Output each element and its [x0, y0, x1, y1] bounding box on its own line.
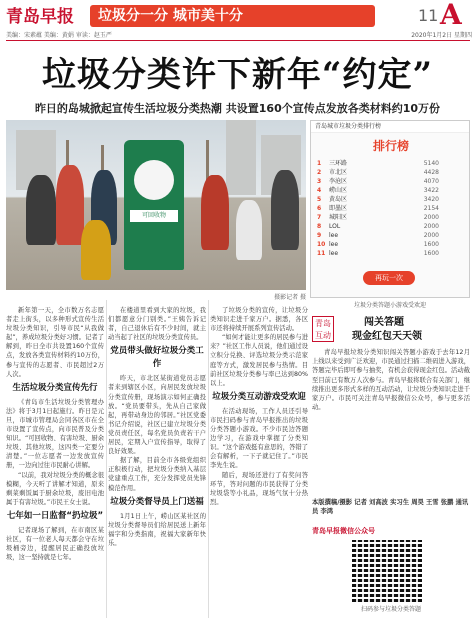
rank-val: 2000	[423, 223, 439, 230]
dateline: 2020年1月2日 星期四	[411, 32, 472, 39]
section-heading: 七年如一日监督“扔垃圾”	[6, 510, 104, 521]
rank-num: 1	[317, 160, 322, 167]
rank-row	[317, 177, 463, 186]
paragraph: 随后，现场还进行了有奖问答环节，答对问题的市民获得了分类垃圾袋等小礼品，现场气氛十分热烈。	[210, 471, 308, 506]
rank-name: 市北区	[329, 169, 348, 176]
mascot-face	[134, 160, 174, 200]
paragraph: 在楼道里看到大家的垃圾，我们都愿意分门别类。”王姨告诉记者，自己退休后有不少时间，就主动当起了社区的垃圾分类宣传员。	[108, 307, 206, 342]
rank-val: 5140	[423, 160, 439, 167]
building-shape	[226, 120, 256, 195]
replay-button[interactable]: 再玩一次	[363, 271, 415, 285]
rank-num: 9	[317, 232, 322, 239]
newspaper-logo: 青岛早报	[6, 7, 74, 27]
rank-row	[317, 249, 463, 258]
person-shape	[201, 175, 229, 250]
rank-row	[317, 204, 463, 213]
game-header: 青岛城市垃圾分类排行榜	[311, 121, 469, 133]
rank-name: 城阳区	[329, 214, 348, 221]
rank-val: 3420	[423, 196, 439, 203]
section-banner: 垃圾分一分 城市美十分	[90, 5, 375, 27]
paragraph: 在活动现场，工作人员还引导市民扫码参与青岛早报推出的垃圾分类答题小游戏。不少市民边答题边学习，在游戏中掌握了分类知识。“这个游戏挺有意思的，答错了会有解析，一下子就记住了。”市民李先生说。	[210, 407, 308, 470]
bin-label: 可回收物	[130, 210, 178, 222]
person-shape	[271, 170, 299, 250]
rank-name: 崂山区	[329, 187, 348, 194]
rank-val: 3422	[423, 187, 439, 194]
section-heading: 生活垃圾分类宣传先行	[12, 382, 98, 393]
rank-name: lee	[329, 250, 339, 257]
rank-num: 10	[317, 241, 326, 248]
rank-val: 4070	[423, 178, 439, 185]
rank-row	[317, 231, 463, 240]
qr-caption: 扫码参与垃圾分类答题	[360, 606, 421, 613]
rank-val: 1600	[423, 250, 439, 257]
rank-name: 三环路	[329, 160, 348, 167]
page-letter: A	[440, 0, 462, 31]
rank-name: 李沧区	[329, 178, 348, 185]
rank-row	[317, 186, 463, 195]
column-divider	[208, 300, 209, 618]
editors-line: 美编：宋素蕴 美编：黄娟 审读：赵玉严	[6, 32, 112, 39]
rank-name: 即墨区	[329, 205, 348, 212]
rank-name: 黄岛区	[329, 196, 348, 203]
paragraph: 了垃圾分类的宣传，让垃圾分类知识走进千家万户。据悉，各区市还将持续开展系列宣传活动。	[210, 307, 308, 333]
article-column-3	[210, 306, 308, 618]
section-heading: 垃圾分类互动游戏受欢迎	[212, 391, 306, 402]
section-heading: 党员带头做好垃圾分类工作	[110, 346, 204, 370]
rank-num: 4	[317, 187, 322, 194]
paragraph: 新年第一天，全市数万名志愿者走上街头，以多种形式宣传生活垃圾分类知识，引导市民“从我做起”，养成垃圾分类好习惯。记者了解到，昨日全市共设置160个宣传点，发放各类宣传材料约10万份，参与宣传的志愿者、市民超过2万人次。	[6, 307, 104, 378]
lead-photo	[6, 120, 306, 290]
sidebar-subtitle: 现金红包天天领	[352, 331, 422, 342]
rank-name: lee	[329, 241, 339, 248]
article-column-1	[6, 306, 104, 618]
person-shape	[26, 175, 56, 245]
section-heading: 垃圾分类督导员上门送福	[110, 496, 204, 507]
rank-num: 11	[317, 250, 326, 257]
page-number: 11	[418, 6, 439, 25]
game-caption: 垃圾分类答题小游戏受欢迎	[353, 302, 426, 309]
rank-num: 6	[317, 205, 322, 212]
rank-num: 5	[317, 196, 322, 203]
person-shape	[56, 165, 84, 245]
paragraph: 1月1日上午，崂山区某社区的垃圾分类督导员们给居民送上新年福字和分类指南，祝福大家新年快乐。	[108, 512, 206, 547]
rank-val: 2154	[423, 205, 439, 212]
rank-val: 2000	[423, 232, 439, 239]
article-column-2	[108, 306, 206, 618]
qr-block	[312, 526, 470, 616]
rank-num: 8	[317, 223, 322, 230]
rank-row	[317, 168, 463, 177]
qr-pattern	[352, 540, 422, 602]
column-divider	[106, 300, 107, 618]
paragraph: 据了解，目前全市各级党组织正积极行动，把垃圾分类纳入基层党建重点工作，充分发挥党员先锋模范作用。	[108, 457, 206, 492]
rank-title: 排行榜	[372, 139, 409, 153]
subheadline: 昨日的岛城掀起宣传生活垃圾分类热潮 共设置160个宣传点发放各类材料约10万份	[34, 102, 441, 115]
headline: 垃圾分类许下新年“约定”	[41, 55, 434, 95]
sidebar-credit: 本版撰稿/摄影 记者 刘高波 实习生 周昊 王雪 张鹏 通讯员 李鸿	[312, 499, 469, 515]
rank-num: 3	[317, 178, 322, 185]
paragraph: 记者现场了解到，在市南区某社区，有一位老人每天都会守在垃圾桶旁边，提醒居民正确投放垃圾，这一坚持就是七年。	[6, 526, 104, 562]
photo-caption: 摄影记者 摄	[274, 294, 306, 301]
paragraph: 昨天，市北区某街道党员志愿者来到辖区小区，向居民发放垃圾分类宣传册，现场演示如何正确投放。“党员要带头，先从自己家做起，再带动身边的邻居。”社区党委书记介绍说，社区已建立垃圾分类党员责任区，每名党员负责若干户居民，定期入户宣传指导，取得了良好效果。	[108, 375, 206, 456]
sidebar-title: 闯关答题	[364, 317, 404, 328]
rank-val: 2000	[423, 214, 439, 221]
rank-val: 4428	[423, 169, 439, 176]
rank-row	[317, 222, 463, 231]
rank-row	[317, 240, 463, 249]
rank-row	[317, 213, 463, 222]
header-rule	[6, 40, 470, 41]
qr-logo: 青岛早报微信公众号	[312, 527, 375, 535]
paragraph: “如何才能让更多的居民参与进来？”社区工作人员说，他们通过设立积分兑换、评选垃圾分类示范家庭等方式，激发居民参与热情。目前社区垃圾分类参与率已达到80%以上。	[210, 334, 308, 387]
rank-row	[317, 159, 463, 168]
paragraph: 《青岛市生活垃圾分类管理办法》将于3月1日起施行。昨日是元旦，市城市管理局会同各区市在全市设置了宣传点，向市民普及分类知识。“可回收物、有害垃圾、厨余垃圾、其他垃圾，这四类一定要分清楚。”一位志愿者一边发放宣传册，一边向过往市民耐心讲解。	[6, 398, 104, 470]
person-shape	[236, 200, 262, 260]
sidebar-tag: 青岛 互动	[312, 316, 334, 342]
sidebar-heading	[312, 314, 470, 344]
rank-list	[317, 159, 463, 258]
paragraph: “以前，我对垃圾分类的概念很模糊，今天听了讲解才知道，原来剩菜剩饭属于厨余垃圾，废旧电池属于有害垃圾。”市民王女士说。	[6, 471, 104, 506]
sidebar-body: 青岛早报垃圾分类知识闯关答题小游戏于去年12月上线以来受到广泛欢迎，市民通过扫描二维码进入游戏，答题完毕后即可参与抽奖，有机会获得现金红包。活动截至目前已有数万人次参与。青岛早报将联合有关部门，继续推出更多形式多样的互动活动，让垃圾分类知识走进千家万户。市民可关注青岛早报微信公众号，参与更多活动。	[312, 349, 470, 412]
rank-name: lee	[329, 232, 339, 239]
rank-val: 1600	[423, 241, 439, 248]
rank-row	[317, 195, 463, 204]
game-screenshot	[310, 120, 470, 298]
child-shape	[81, 220, 111, 280]
rank-num: 2	[317, 169, 322, 176]
rank-name: LOL	[329, 223, 341, 230]
rank-num: 7	[317, 214, 322, 221]
recycle-bin-mascot	[124, 140, 184, 270]
